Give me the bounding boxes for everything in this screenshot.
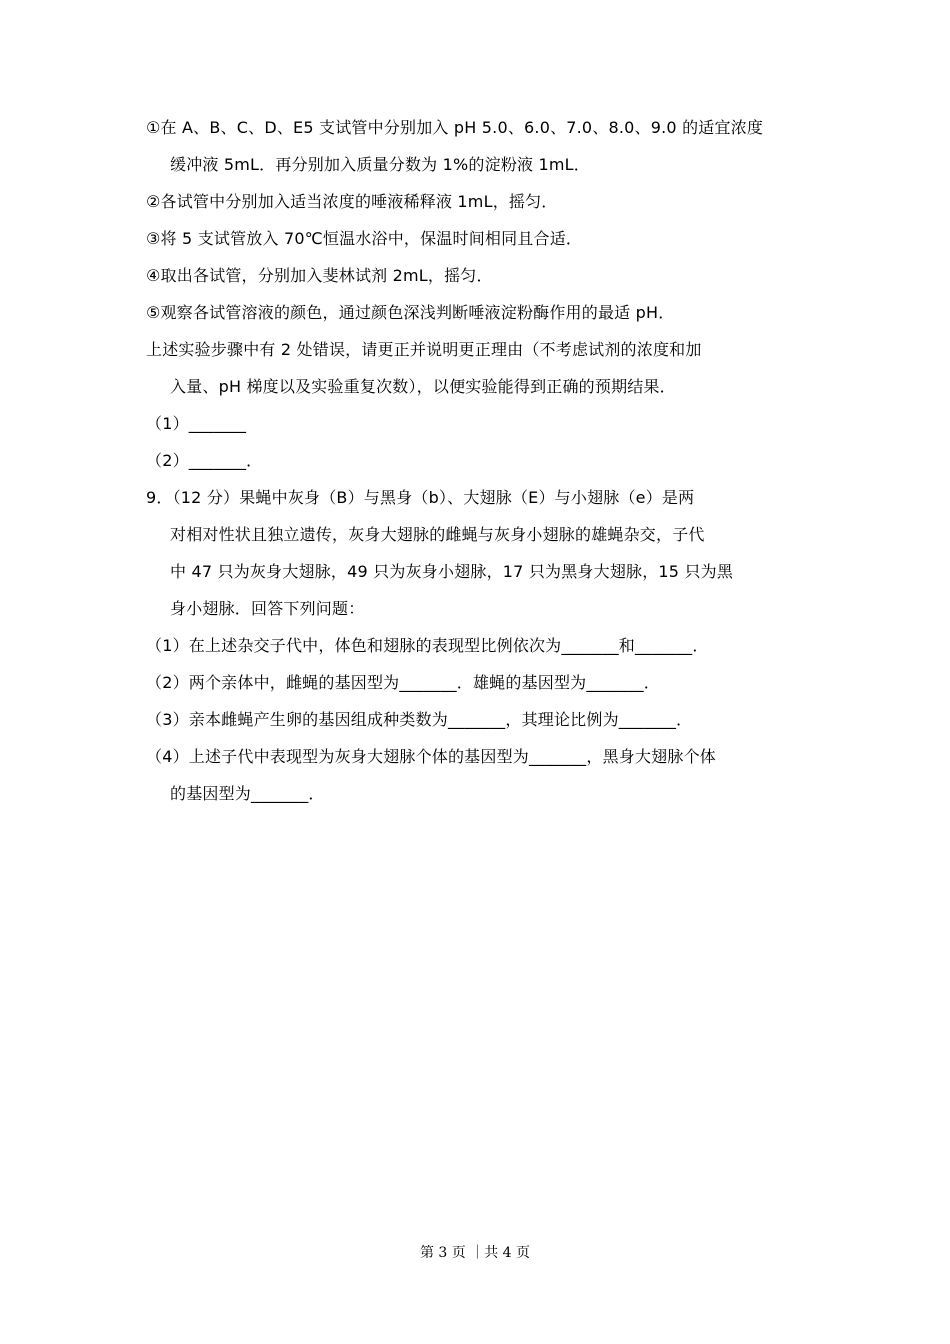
question-9-part-4-line-2: 的基因型为_______． (170, 784, 325, 803)
question-9-line-2: 对相对性状且独立遗传，灰身大翅脉的雌蝇与灰身小翅脉的雄蝇杂交，子代 (170, 525, 705, 544)
step-2: ②各试管中分别加入适当浓度的唾液稀释液 1mL，摇匀． (146, 192, 558, 211)
correction-prompt-line-1: 上述实验步骤中有 2 处错误，请更正并说明更正理由（不考虑试剂的浓度和加 (146, 340, 702, 359)
question-9-line-4: 身小翅脉．回答下列问题： (170, 599, 365, 618)
question-9-part-4-line-1: （4）上述子代中表现型为灰身大翅脉个体的基因型为_______，黑身大翅脉个体 (146, 747, 716, 766)
step-1-line-2: 缓冲液 5mL．再分别加入质量分数为 1%的淀粉液 1mL． (170, 155, 591, 174)
question-9-part-1: （1）在上述杂交子代中，体色和翅脉的表现型比例依次为_______和_______． (146, 636, 709, 655)
page-footer: 第 3 页 ｜共 4 页 (419, 1245, 531, 1261)
answer-blank-2: （2）_______． (146, 451, 263, 470)
step-3: ③将 5 支试管放入 70℃恒温水浴中，保温时间相同且合适． (146, 229, 583, 248)
step-4: ④取出各试管，分别加入斐林试剂 2mL，摇匀． (146, 266, 493, 285)
question-9-part-2: （2）两个亲体中，雌蝇的基因型为_______．雄蝇的基因型为_______． (146, 673, 660, 692)
answer-blank-1: （1）_______ (146, 414, 247, 433)
correction-prompt-line-2: 入量、pH 梯度以及实验重复次数），以便实验能得到正确的预期结果． (170, 377, 676, 396)
question-9-part-3: （3）亲本雌蝇产生卵的基因组成种类数为_______，其理论比例为_______． (146, 710, 693, 729)
step-5: ⑤观察各试管溶液的颜色，通过颜色深浅判断唾液淀粉酶作用的最适 pH． (146, 303, 675, 322)
question-9-line-1: 9．（12 分）果蝇中灰身（B）与黑身（b）、大翅脉（E）与小翅脉（e）是两 (146, 488, 695, 507)
step-1-line-1: ①在 A、B、C、D、E5 支试管中分别加入 pH 5.0、6.0、7.0、8.0、9.0 的适宜浓度 (146, 118, 764, 137)
question-9-line-3: 中 47 只为灰身大翅脉，49 只为灰身小翅脉，17 只为黑身大翅脉，15 只为黑 (170, 562, 734, 581)
